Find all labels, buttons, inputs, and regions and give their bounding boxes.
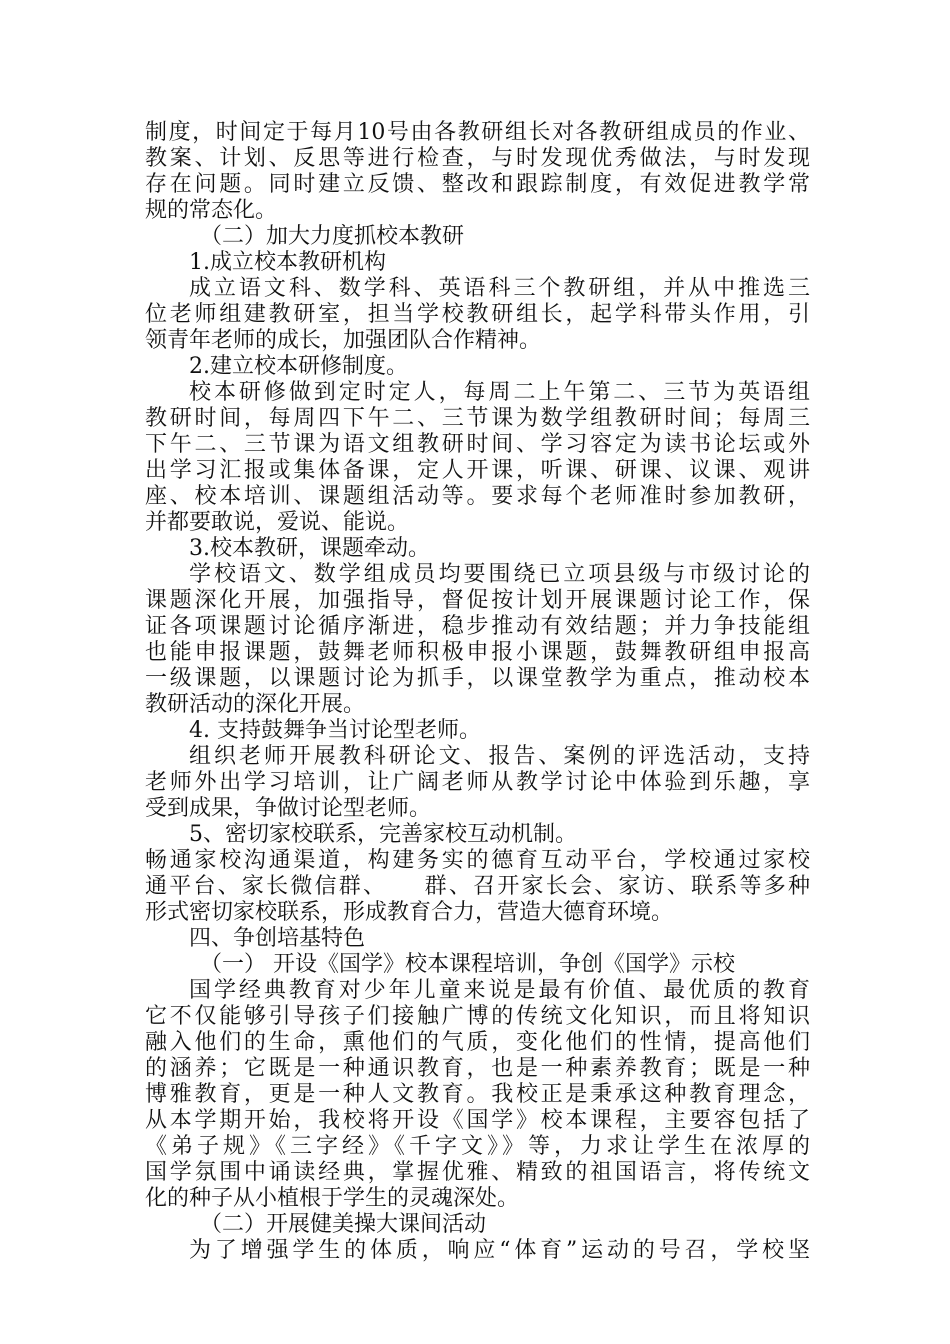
text-line: 教研活动的深化开展。 [145,692,366,717]
text-line: 并都要敢说，爱说、能说。 [145,510,410,535]
text-line: 为了增强学生的体质，响应“体育”运动的号召，学校坚 [189,1238,810,1263]
text-line: 受到成果，争做讨论型老师。 [145,796,432,821]
text-line: 3.校本教研，课题牵动。 [189,536,430,561]
text-line: 5、密切家校联系，完善家校互动机制。 [189,822,577,847]
text-line: 通平台、家长微信群、 群、召开家长会、家访、联系等多种 [145,874,810,899]
text-line: 座、校本培训、课题组活动等。要求每个老师准时参加教研， [145,484,810,509]
text-line: 的涵养；它既是一种通识教育，也是一种素养教育；既是一种 [145,1056,810,1081]
text-line: 课题深化开展，加强指导，督促按计划开展课题讨论工作，保 [145,588,810,613]
text-line: 畅通家校沟通渠道，构建务实的德育互动平台，学校通过家校 [145,848,810,873]
text-line: 出学习汇报或集体备课，定人开课，听课、研课、议课、观讲 [145,458,810,483]
text-line: 组织老师开展教科研论文、报告、案例的评选活动，支持 [189,744,810,769]
text-line: 学校语文、数学组成员均要围绕已立项县级与市级讨论的 [189,562,810,587]
text-line: 国学经典教育对少年儿童来说是最有价值、最优质的教育 [189,978,810,1003]
text-line: 从本学期开始，我校将开设《国学》校本课程，主要容包括了 [145,1108,810,1133]
text-line: 《弟子规》《三字经》《千字文》》等，力求让学生在浓厚的 [145,1134,810,1159]
text-line: 一级课题，以课题讨论为抓手，以课堂教学为重点，推动校本 [145,666,810,691]
text-line: 教案、计划、反思等进行检查，与时发现优秀做法，与时发现 [145,146,810,171]
text-line: 也能申报课题，鼓舞老师积极申报小课题，鼓舞教研组申报高 [145,640,810,665]
text-line: 化的种子从小植根于学生的灵魂深处。 [145,1186,520,1211]
text-line: 成立语文科、数学科、英语科三个教研组，并从中推选三 [189,276,810,301]
text-line: 四、争创培基特色 [189,926,366,951]
text-line: 2.建立校本研修制度。 [189,354,408,379]
text-line: 它不仅能够引导孩子们接触广博的传统文化知识，而且将知识 [145,1004,810,1029]
text-line: 4. 支持鼓舞争当讨论型老师。 [189,718,481,743]
text-line: 1.成立校本教研机构 [189,250,386,275]
text-line: （一） 开设《国学》校本课程培训，争创《国学》示校 [200,952,735,977]
text-line: （二）加大力度抓校本教研 [200,224,465,249]
text-line: 位老师组建教研室，担当学校教研组长，起学科带头作用，引 [145,302,810,327]
text-line: 领青年老师的成长，加强团队合作精神。 [145,328,542,353]
text-line: 证各项课题讨论循序渐进，稳步推动有效结题；并力争技能组 [145,614,810,639]
text-line: 规的常态化。 [145,198,278,223]
text-line: 校本研修做到定时定人，每周二上午第二、三节为英语组 [189,380,810,405]
text-line: 老师外出学习培训，让广阔老师从教学讨论中体验到乐趣，享 [145,770,810,795]
text-line: 形式密切家校联系，形成教育合力，营造大德育环境。 [145,900,674,925]
text-line: 国学氛围中诵读经典，掌握优雅、精致的祖国语言，将传统文 [145,1160,810,1185]
text-line: 博雅教育，更是一种人文教育。我校正是秉承这种教育理念， [145,1082,810,1107]
text-line: （二）开展健美操大课间活动 [200,1212,487,1237]
text-line: 教研时间，每周四下午二、三节课为数学组教研时间；每周三 [145,406,810,431]
text-line: 融入他们的生命，熏他们的气质，变化他们的性情，提高他们 [145,1030,810,1055]
text-line: 制度，时间定于每月10号由各教研组长对各教研组成员的作业、 [145,120,810,145]
text-line: 下午二、三节课为语文组教研时间、学习容定为读书论坛或外 [145,432,810,457]
text-line: 存在问题。同时建立反馈、整改和跟踪制度，有效促进教学常 [145,172,810,197]
document-body [145,120,810,1264]
